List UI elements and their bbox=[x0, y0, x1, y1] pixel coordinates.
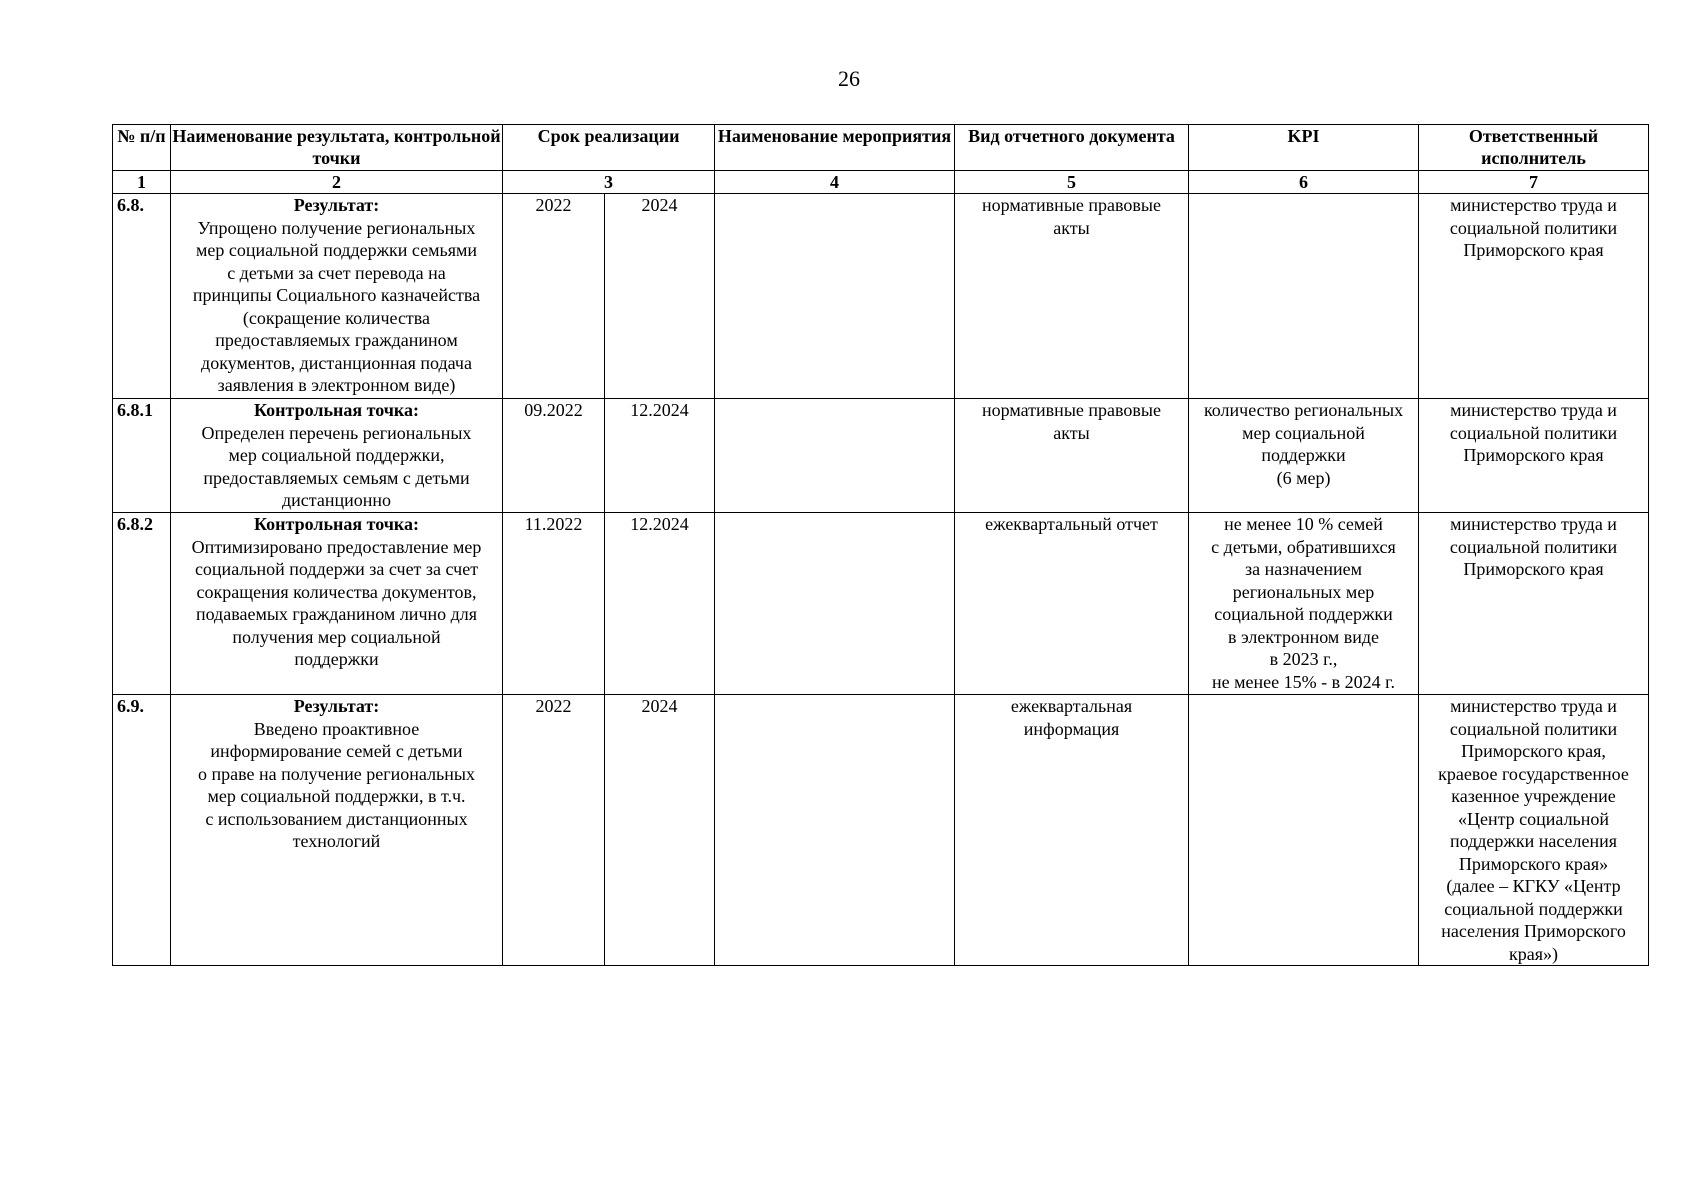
doc-type-cell bbox=[955, 513, 1189, 695]
responsible-line: социальной политики bbox=[1449, 217, 1618, 238]
result-text-line: о праве на получение региональных bbox=[197, 763, 475, 784]
kpi-line: не менее 10 % семей bbox=[1224, 514, 1383, 534]
responsible-line: социальной политики bbox=[1449, 422, 1618, 443]
result-text-line: принципы Социального казначейства bbox=[192, 285, 481, 305]
header-doc-type: Вид отчетного документа bbox=[955, 125, 1189, 171]
responsible-cell bbox=[1419, 513, 1649, 695]
row-number: 6.8.2 bbox=[113, 513, 171, 695]
kpi-line: с детьми, обратившихся bbox=[1211, 536, 1396, 557]
plan-table bbox=[112, 124, 1649, 966]
kpi-line: не менее 15% - в 2024 г. bbox=[1212, 671, 1395, 692]
result-text-line: Упрощено получение региональных bbox=[197, 217, 476, 238]
responsible-line: министерство труда и bbox=[1450, 696, 1617, 716]
result-text-line: с детьми за счет перевода на bbox=[227, 262, 446, 283]
end-date: 2024 bbox=[605, 194, 715, 399]
doc-type-line: ежеквартальная bbox=[1010, 696, 1133, 716]
row-number: 6.8.1 bbox=[113, 399, 171, 513]
start-date: 2022 bbox=[503, 194, 605, 399]
result-text-line: технологий bbox=[292, 831, 381, 851]
kpi-line: в 2023 г., bbox=[1269, 649, 1338, 669]
header-term: Срок реализации bbox=[503, 125, 715, 171]
kpi-cell bbox=[1189, 695, 1419, 966]
responsible-cell bbox=[1419, 399, 1649, 513]
doc-type-line: ежеквартальный отчет bbox=[985, 514, 1158, 534]
row-label: Результат: bbox=[293, 195, 380, 215]
result-cell bbox=[171, 194, 503, 399]
doc-type-cell bbox=[955, 194, 1189, 399]
header-num: № п/п bbox=[113, 125, 171, 171]
responsible-line: Приморского края» bbox=[1458, 853, 1609, 874]
activity-cell bbox=[715, 513, 955, 695]
responsible-line: Приморского края, bbox=[1461, 741, 1606, 761]
activity-cell bbox=[715, 399, 955, 513]
header-row bbox=[113, 125, 1649, 171]
result-text-line: Оптимизировано предоставление мер bbox=[191, 536, 482, 557]
result-text-line: подаваемых гражданином лично для bbox=[195, 604, 478, 624]
result-text-line: заявления в электронном виде) bbox=[217, 375, 456, 395]
start-date: 2022 bbox=[503, 695, 605, 966]
column-number: 5 bbox=[955, 171, 1189, 194]
kpi-cell bbox=[1189, 399, 1419, 513]
result-text-line: социальной поддержи за счет за счет bbox=[194, 559, 479, 579]
doc-type-line: нормативные правовые bbox=[982, 195, 1161, 215]
responsible-line: казенное учреждение bbox=[1451, 786, 1616, 806]
doc-type-cell bbox=[955, 399, 1189, 513]
responsible-line: «Центр социальной bbox=[1457, 808, 1610, 829]
result-text-line: дистанционно bbox=[281, 490, 392, 510]
end-date: 2024 bbox=[605, 695, 715, 966]
result-cell bbox=[171, 513, 503, 695]
activity-cell bbox=[715, 695, 955, 966]
table-row bbox=[113, 194, 1649, 399]
result-text-line: получения мер социальной bbox=[232, 626, 441, 647]
responsible-line: краевое государственное bbox=[1438, 763, 1629, 784]
result-text-line: мер социальной поддержки семьями bbox=[195, 240, 478, 260]
end-date: 12.2024 bbox=[605, 513, 715, 695]
kpi-line: (6 мер) bbox=[1276, 467, 1331, 488]
doc-type-cell bbox=[955, 695, 1189, 966]
header-responsible: Ответственный исполнитель bbox=[1419, 125, 1649, 171]
kpi-line: в электронном виде bbox=[1227, 626, 1380, 647]
responsible-line: министерство труда и bbox=[1450, 514, 1617, 534]
responsible-line: края») bbox=[1509, 943, 1559, 964]
end-date: 12.2024 bbox=[605, 399, 715, 513]
kpi-cell bbox=[1189, 194, 1419, 399]
column-number: 4 bbox=[715, 171, 955, 194]
column-number: 6 bbox=[1189, 171, 1419, 194]
responsible-line: Приморского края bbox=[1463, 240, 1604, 260]
kpi-line: мер социальной bbox=[1242, 422, 1365, 443]
result-text-line: мер социальной поддержки, bbox=[228, 445, 445, 465]
header-kpi: KPI bbox=[1189, 125, 1419, 171]
doc-type-line: информация bbox=[1023, 718, 1120, 739]
column-number: 1 bbox=[113, 171, 171, 194]
table-row bbox=[113, 695, 1649, 966]
start-date: 09.2022 bbox=[503, 399, 605, 513]
responsible-line: социальной поддержки bbox=[1444, 898, 1623, 919]
responsible-cell bbox=[1419, 695, 1649, 966]
result-cell bbox=[171, 695, 503, 966]
result-text-line: информирование семей с детьми bbox=[210, 741, 463, 761]
row-label: Контрольная точка: bbox=[254, 400, 419, 420]
page-number: 26 bbox=[838, 66, 860, 91]
doc-type-line: нормативные правовые bbox=[982, 400, 1161, 420]
doc-type-line: акты bbox=[1053, 422, 1090, 443]
responsible-line: поддержки населения bbox=[1449, 831, 1618, 851]
row-number: 6.8. bbox=[113, 194, 171, 399]
result-cell bbox=[171, 399, 503, 513]
column-number: 7 bbox=[1419, 171, 1649, 194]
kpi-line: социальной поддержки bbox=[1214, 604, 1393, 624]
result-text-line: поддержки bbox=[294, 649, 379, 669]
result-text-line: предоставляемых семьям с детьми bbox=[203, 467, 470, 488]
result-text-line: (сокращение количества bbox=[242, 307, 431, 328]
kpi-cell bbox=[1189, 513, 1419, 695]
result-text-line: документов, дистанционная подача bbox=[201, 352, 472, 373]
kpi-line: региональных мер bbox=[1232, 581, 1375, 602]
result-text-line: Введено проактивное bbox=[253, 718, 420, 739]
responsible-line: министерство труда и bbox=[1450, 400, 1617, 420]
start-date: 11.2022 bbox=[503, 513, 605, 695]
header-activity: Наименование мероприятия bbox=[715, 125, 955, 171]
column-number: 2 bbox=[171, 171, 503, 194]
responsible-line: (далее – КГКУ «Центр bbox=[1446, 876, 1621, 896]
table-row bbox=[113, 513, 1649, 695]
table-row bbox=[113, 399, 1649, 513]
responsible-line: социальной политики bbox=[1449, 718, 1618, 739]
result-text-line: с использованием дистанционных bbox=[205, 808, 468, 829]
row-label: Результат: bbox=[293, 696, 380, 716]
kpi-line: за назначением bbox=[1245, 559, 1362, 579]
header-result-name: Наименование результата, контрольной точки bbox=[171, 125, 503, 171]
result-text-line: предоставляемых гражданином bbox=[215, 330, 458, 350]
row-number: 6.9. bbox=[113, 695, 171, 966]
kpi-line: количество региональных bbox=[1203, 400, 1404, 420]
responsible-cell bbox=[1419, 194, 1649, 399]
doc-type-line: акты bbox=[1053, 217, 1090, 238]
responsible-line: населения Приморского bbox=[1441, 921, 1626, 941]
kpi-line: поддержки bbox=[1261, 445, 1346, 465]
result-text-line: сокращения количества документов, bbox=[196, 581, 477, 602]
result-text-line: мер социальной поддержки, в т.ч. bbox=[207, 786, 466, 806]
column-number-row bbox=[113, 171, 1649, 194]
row-label: Контрольная точка: bbox=[254, 514, 419, 534]
responsible-line: Приморского края bbox=[1463, 445, 1604, 465]
column-number: 3 bbox=[503, 171, 715, 194]
responsible-line: Приморского края bbox=[1463, 559, 1604, 579]
responsible-line: министерство труда и bbox=[1450, 195, 1617, 215]
result-text-line: Определен перечень региональных bbox=[201, 422, 472, 443]
responsible-line: социальной политики bbox=[1449, 536, 1618, 557]
activity-cell bbox=[715, 194, 955, 399]
